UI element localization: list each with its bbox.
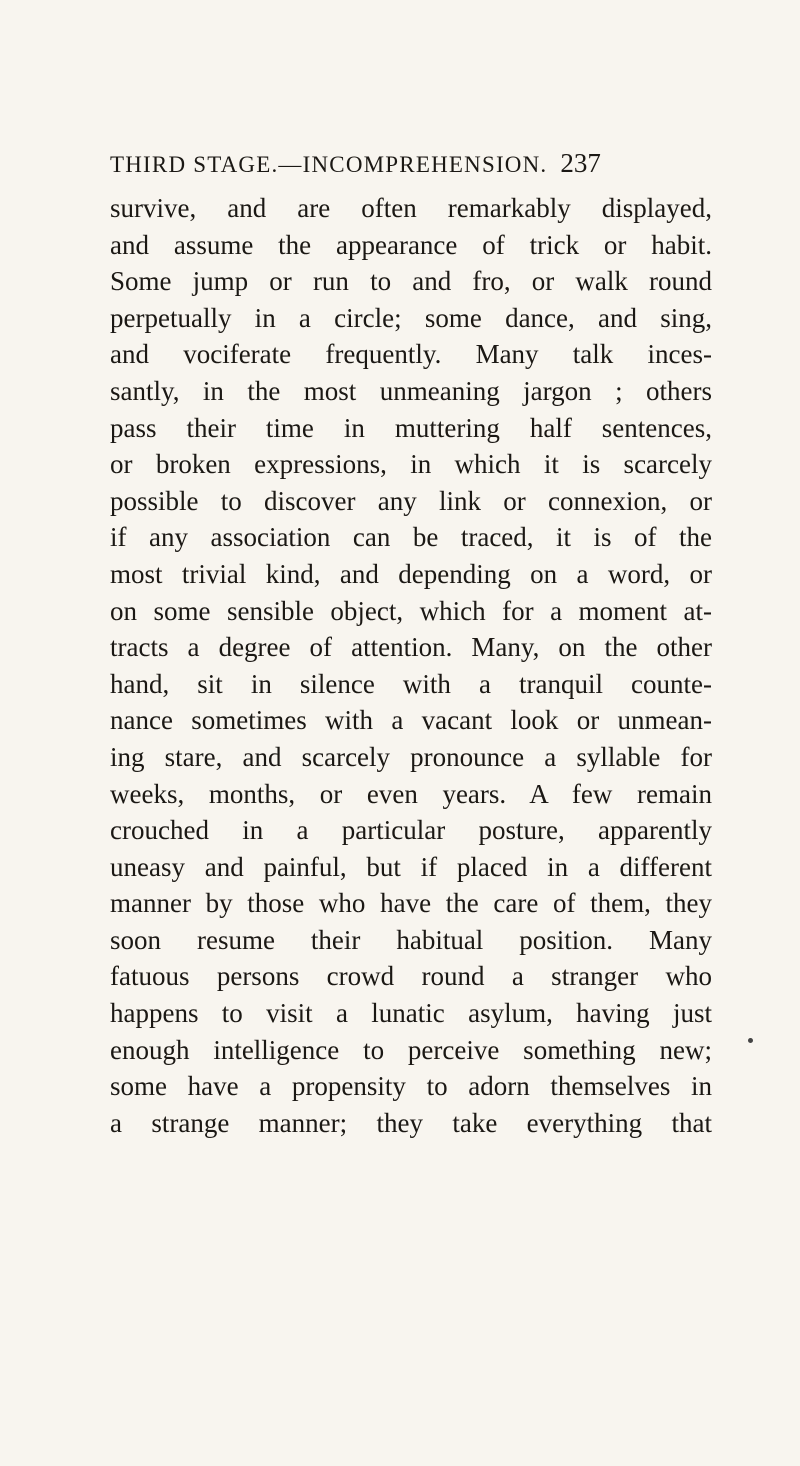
text-line: survive, and are often remarkably displayed,	[110, 193, 712, 223]
text-line: possible to discover any link or connexion, or	[110, 485, 712, 516]
text-line: hand, sit in silence with a tranquil counte-	[110, 668, 712, 699]
text-line: enough intelligence to perceive something new;	[110, 1034, 712, 1065]
text-line: ing stare, and scarcely pronounce a syllable for	[110, 741, 712, 772]
text-line: tracts a degree of attention. Many, on the other	[110, 632, 712, 663]
margin-speck	[748, 1038, 753, 1043]
body-text	[110, 190, 712, 1141]
running-head	[110, 148, 715, 179]
running-title: THIRD STAGE.—INCOMPREHENSION.	[110, 152, 548, 177]
text-line: Some jump or run to and fro, or walk round	[110, 266, 712, 297]
text-line: manner by those who have the care of them, they	[110, 888, 712, 919]
text-line: nance sometimes with a vacant look or unmean-	[110, 705, 712, 736]
text-line: and vociferate frequently. Many talk inces-	[110, 339, 712, 370]
text-line: crouched in a particular posture, apparently	[110, 815, 712, 846]
text-line: and assume the appearance of trick or habit.	[110, 229, 712, 260]
text-line: if any association can be traced, it is of the	[110, 522, 712, 553]
text-line: fatuous persons crowd round a stranger who	[110, 961, 712, 992]
text-line: most trivial kind, and depending on a word, or	[110, 558, 712, 589]
text-line: weeks, months, or even years. A few remain	[110, 778, 712, 809]
text-line: or broken expressions, in which it is scarcely	[110, 449, 712, 480]
text-line: uneasy and painful, but if placed in a different	[110, 851, 712, 882]
text-line: some have a propensity to adorn themselves in	[110, 1071, 712, 1102]
text-line: a strange manner; they take everything that	[110, 1107, 712, 1138]
text-line: perpetually in a circle; some dance, and sing,	[110, 302, 712, 333]
text-line: pass their time in muttering half sentences,	[110, 412, 712, 443]
text-line: on some sensible object, which for a moment at-	[110, 595, 712, 626]
text-line: happens to visit a lunatic asylum, having just	[110, 998, 712, 1029]
text-line: soon resume their habitual position. Many	[110, 924, 712, 955]
page-number: 237	[560, 148, 601, 178]
text-line: santly, in the most unmeaning jargon ; others	[110, 375, 712, 406]
